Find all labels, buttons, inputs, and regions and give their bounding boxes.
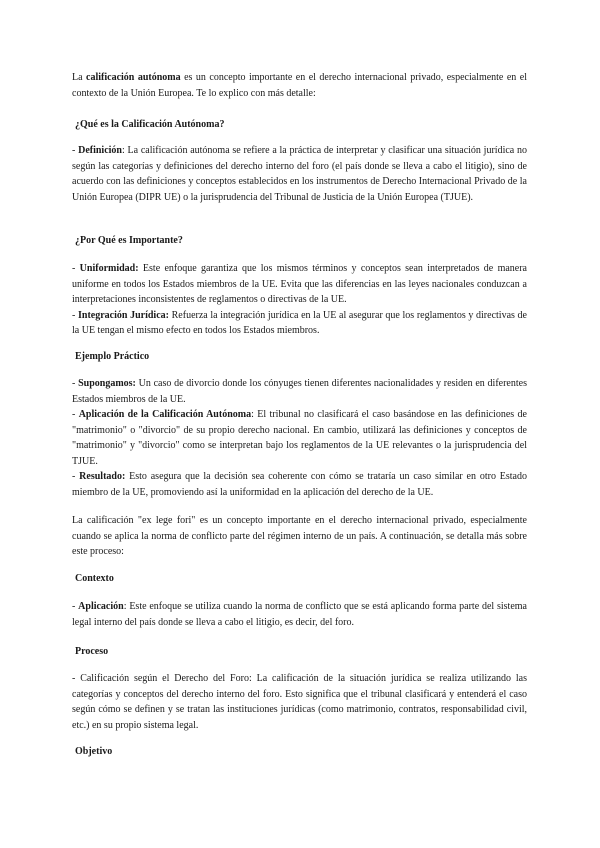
list-item-supongamos [72, 376, 527, 407]
aplicacion-text: : El tribunal no clasificará el caso basándose en las definiciones de "matrimonio" o "divorcio" de su propio derecho nacional. En cambio, utilizará las definiciones y conceptos de "matrimonio" y "divorcio" como se interpretan bajo los reglamentos de la UE relevantes o la jurisprudencia del TJUE. [72, 409, 527, 467]
lex-fori-paragraph: La calificación "ex lege fori" es un concepto importante en el derecho internacional privado, especialmente cuando se aplica la norma de conflicto parte del régimen interno de un país. A continuación, se detalla más sobre este proceso: [72, 515, 527, 557]
process-paragraph: - Calificación según el Derecho del Foro: La calificación de la situación jurídica se realiza utilizando las categorías y conceptos del derecho interno del foro. Esto significa que el tribunal clasificará y entenderá el caso según cómo se definen y se tratan las instituciones jurídicas (como matrimonio, contratos, responsabilidad civil, etc.) en su propio sistema legal. [72, 673, 527, 731]
intro-bold-term: calificación autónoma [86, 72, 181, 83]
list-item-resultado [72, 469, 527, 500]
context-paragraph [72, 599, 527, 630]
resultado-text: Esto asegura que la decisión sea coherente con cómo se trataría un caso similar en otro Estado miembro de la UE, promoviendo así la uniformidad en la aplicación del derecho de la UE. [72, 471, 527, 498]
list-item-aplicacion [72, 407, 527, 469]
uniformidad-label: Uniformidad: [79, 263, 139, 274]
importance-list [72, 261, 527, 339]
intro-text-start: La [72, 72, 87, 83]
list-item-uniformidad [72, 261, 527, 308]
example-list [72, 376, 527, 500]
definition-paragraph [72, 143, 527, 205]
resultado-dash: - [72, 471, 80, 482]
aplicacion-label: Aplicación de la Calificación Autónoma [78, 409, 252, 420]
context-dash: - [72, 601, 79, 612]
intro-paragraph [72, 70, 527, 101]
integracion-dash: - [72, 309, 78, 321]
intro-text-end: es un concepto importante en el derecho internacional privado, especialmente en el contexto de la Unión Europea. Te lo explico con más detalle: [72, 72, 527, 99]
list-item-integracion [72, 308, 527, 339]
resultado-label: Resultado: [79, 471, 126, 482]
definition-label: Definición [78, 145, 122, 156]
context-label: Aplicación [78, 601, 124, 612]
supongamos-text: Un caso de divorcio donde los cónyuges tienen diferentes nacionalidades y residen en diferentes Estados miembros de la UE. [72, 378, 527, 405]
supongamos-dash: - [72, 378, 79, 389]
aplicacion-dash: - [72, 409, 79, 420]
definition-text: : La calificación autónoma se refiere a la práctica de interpretar y clasificar una situación jurídica no según las categorías y definiciones del derecho interno del foro (el país donde se lleva a cabo el litigio), sino de acuerdo con las definiciones y conceptos establecidos en los instrumentos de Derecho Internacional Privado de la Unión Europea (DIPR UE) o la jurisprudencia del Tribunal de Justicia de la Unión Europea (TJUE). [72, 145, 527, 203]
heading-que-es: ¿Qué es la Calificación Autónoma? [75, 119, 225, 130]
heading-por-que: ¿Por Qué es Importante? [75, 235, 183, 246]
heading-proceso: Proceso [75, 646, 109, 657]
uniformidad-text: Este enfoque garantiza que los mismos términos y conceptos sean interpretados de manera uniforme en todos los Estados miembros de la UE. Evita que las diferencias en las leyes nacionales conduzcan a interpretaciones inconsistentes de reglamentos o directivas de la UE. [72, 263, 527, 305]
integracion-text: Refuerza la integración jurídica en la UE al asegurar que los reglamentos y directivas de la UE tengan el mismo efecto en todos los Estados miembros. [72, 309, 527, 336]
heading-objetivo: Objetivo [75, 746, 113, 757]
context-text: : Este enfoque se utiliza cuando la norma de conflicto que se está aplicando forma parte del sistema legal interno del país donde se lleva a cabo el litigio, es decir, del foro. [72, 601, 527, 628]
definition-dash: - [72, 145, 79, 156]
heading-ejemplo: Ejemplo Práctico [75, 351, 150, 362]
supongamos-label: Supongamos: [78, 378, 136, 389]
uniformidad-dash: - [72, 263, 80, 274]
integracion-label: Integración Jurídica: [78, 309, 169, 321]
heading-contexto: Contexto [75, 573, 114, 584]
